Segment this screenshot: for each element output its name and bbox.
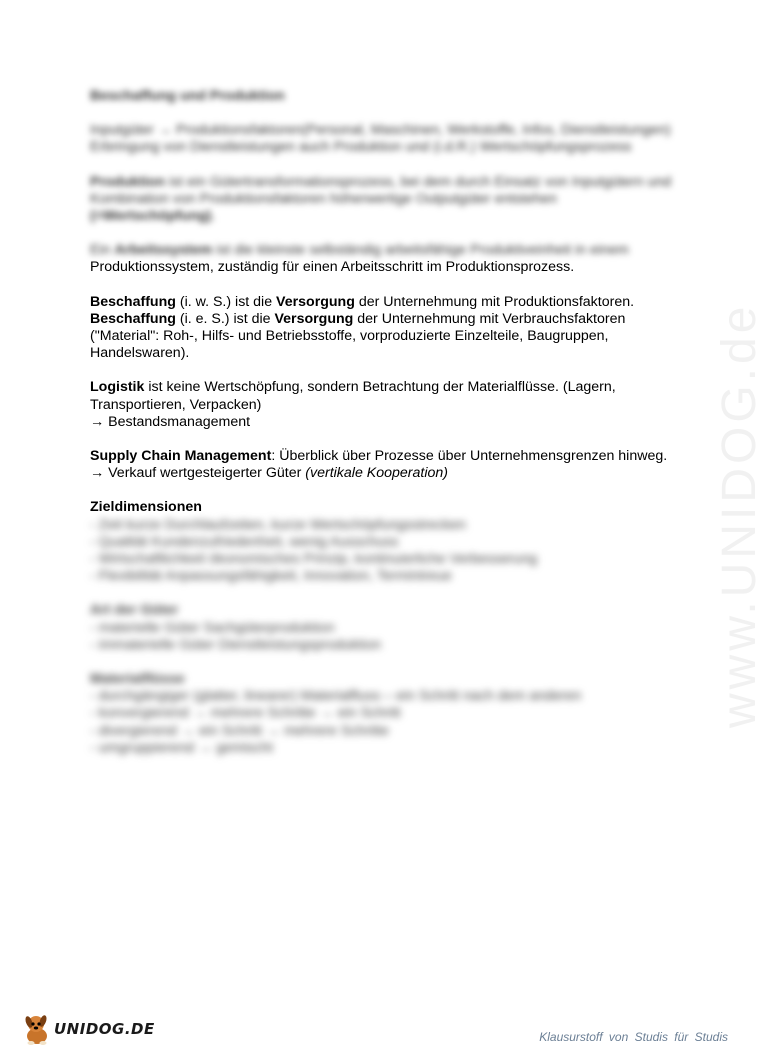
footer-tagline: Klausurstoff von Studis für Studis [539, 1030, 728, 1044]
scm-paragraph [90, 448, 715, 482]
text-fragment: Ein [90, 242, 115, 259]
text-line: Erbringung von Dienstleistungen auch Produktion und (i.d.R.) Wertschöpfungsprozess [90, 139, 632, 156]
text-line: ist die kleinste selbständig arbeitsfähige Produktiveinheit in einem [212, 242, 629, 259]
beschaffung-paragraph [90, 294, 715, 363]
text-fragment: der Unternehmung mit Verbrauchsfaktoren [353, 310, 626, 327]
unidog-logo[interactable] [22, 1012, 155, 1046]
document-content [90, 88, 715, 774]
produktion-paragraph [90, 174, 715, 226]
term-scm: Supply Chain Management [90, 448, 272, 465]
list-item: - materielle Güter Sachgüterproduktion [90, 619, 335, 636]
list-item: - Zeit kurze Durchlaufzeiten, kurze Wertschöpfungsstrecken [90, 516, 466, 533]
text-line: Kombination von Produktionsfaktoren höherwertige Outputgüter entstehen [90, 190, 557, 207]
list-item: - Flexibilität Anpassungsfähigkeit, Innovation, Termintreue [90, 568, 452, 585]
text-line: . [211, 208, 216, 225]
zieldimensionen-section [90, 499, 715, 585]
list-item: - konvergierend → mehrere Schritte → ein Schritt [90, 705, 401, 722]
logistik-paragraph [90, 379, 715, 431]
text-line: Inputgüter → Produktionsfaktoren(Personal, Maschinen, Werkstoffe, Infos, Dienstleistungen) [90, 122, 671, 139]
term-arbeitssystem: Arbeitssystem [114, 242, 213, 259]
arbeitssystem-paragraph [90, 242, 715, 276]
term-versorgung: Versorgung [274, 310, 354, 327]
inputgueter-paragraph [90, 122, 715, 156]
list-item: - Qualität Kundenzufriedenheit, wenig Ausschuss [90, 533, 399, 550]
term-logistik: Logistik [90, 379, 145, 396]
watermark-text: www.UNIDOG.de [713, 302, 766, 728]
text-line: Handelswaren). [90, 345, 190, 362]
text-fragment: der Unternehmung mit Produktionsfaktoren. [354, 293, 635, 310]
term-versorgung: Versorgung [276, 293, 355, 310]
dog-mascot-icon [22, 1012, 52, 1046]
list-item: - umgruppierend → gemischt [90, 739, 273, 756]
text-fragment: (i. e. S.) ist die [175, 310, 275, 327]
term-beschaffung: Beschaffung [90, 310, 176, 327]
section-heading: Art der Güter [90, 602, 179, 619]
term-beschaffung: Beschaffung [90, 293, 176, 310]
text-line: → Bestandsmanagement [90, 413, 251, 430]
text-line: ist ein Gütertransformationsprozess, bei dem durch Einsatz von Inputgütern und [164, 173, 672, 190]
logo-text: UNIDOG.DE [54, 1020, 155, 1038]
list-item: - Wirtschaftlichkeit ökonomisches Prinzip, kontinuierliche Verbesserung [90, 551, 538, 568]
text-fragment: → Verkauf wertgesteigerter Güter [90, 465, 306, 482]
text-line: Produktionssystem, zuständig für einen Arbeitsschritt im Produktionsprozess. [90, 259, 575, 276]
text-fragment: : Überblick über Prozesse über Unternehmensgrenzen hinweg. [271, 448, 668, 465]
text-line: ("Material": Roh-, Hilfs- und Betriebsstoffe, vorproduzierte Einzelteile, Baugruppen, [90, 328, 609, 345]
list-item: - immaterielle Güter Dienstleistungsproduktion [90, 636, 381, 653]
italic-note: (vertikale Kooperation) [305, 465, 449, 482]
section-heading: Zieldimensionen [90, 499, 202, 516]
text-line: Transportieren, Verpacken) [90, 396, 262, 413]
section-heading: Materialflüsse [90, 671, 185, 688]
list-item: - durchgängiger (glatter, linearer) Materialfluss – ein Schritt nach dem anderen [90, 688, 582, 705]
term-produktion: Produktion [90, 173, 165, 190]
list-item: - divergierend → ein Schritt → mehrere Schritte [90, 722, 389, 739]
term-wertschoepfung: (=Wertschöpfung) [90, 208, 212, 225]
document-title: Beschaffung und Produktion [90, 88, 285, 104]
text-fragment: ist keine Wertschöpfung, sondern Betrachtung der Materialflüsse. (Lagern, [144, 379, 616, 396]
text-fragment: (i. w. S.) ist die [175, 293, 277, 310]
art-der-gueter-section [90, 602, 715, 654]
title-paragraph [90, 88, 715, 105]
materialfluesse-section [90, 671, 715, 757]
